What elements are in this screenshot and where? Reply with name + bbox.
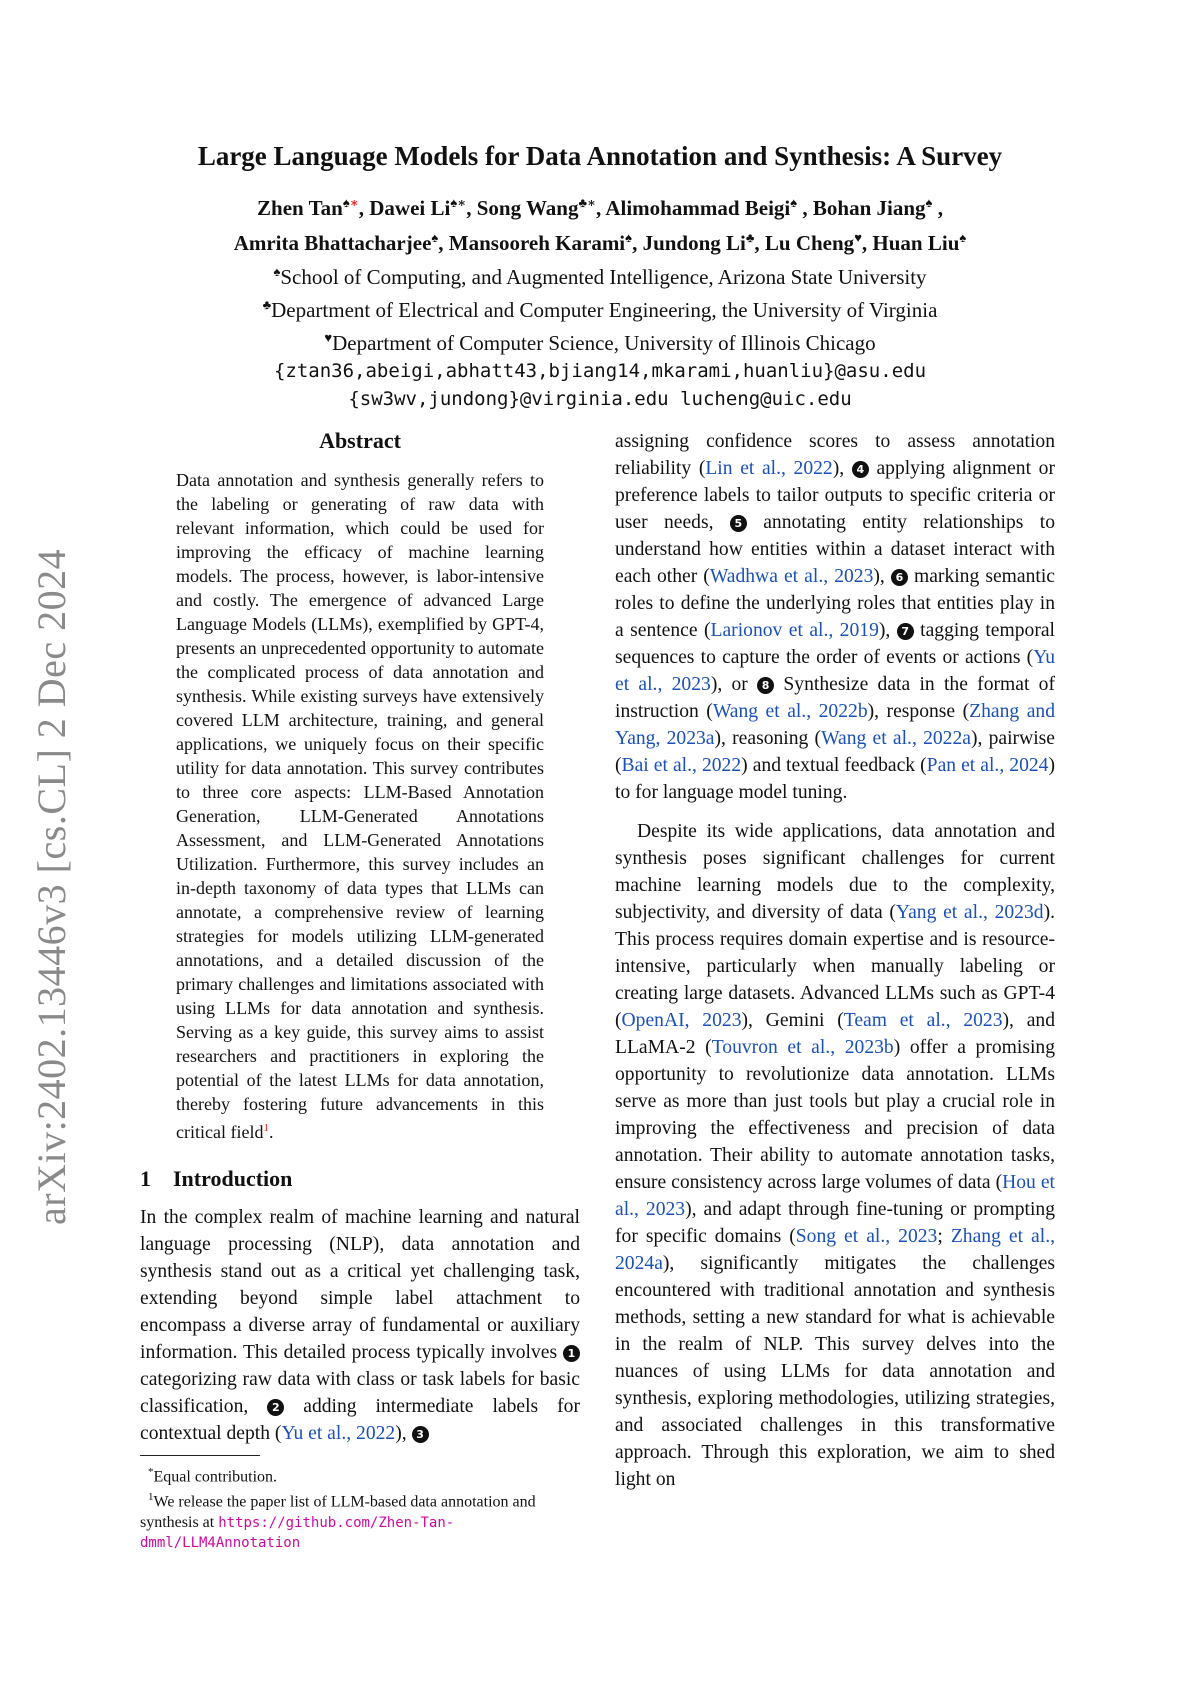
citation-link[interactable]: Yu et al., 2023 [615,647,1055,695]
affiliation-uva: ♣Department of Electrical and Computer Engineering, the University of Virginia [262,297,938,323]
number-badge-icon: 6 [891,569,908,586]
intro-paragraph-1: In the complex realm of machine learning and natural language processing (NLP), data annotation and synthesis stand out as a critical yet challenging task, extending beyond simple label attachment to encompass a diverse array of fundamental or auxiliary information. This detailed process typically involves 1 categorizing raw data with class or task labels for basic classification, 2 adding intermediate labels for contextual depth (Yu et al., 2022), 3 [140,1207,580,1444]
citation-link[interactable]: Yang et al., 2023d [895,902,1044,923]
citation-link[interactable]: Team et al., 2023 [843,1010,1003,1031]
author-name: Song Wang [476,196,579,221]
citation-link[interactable]: Lin et al., 2022 [705,458,833,479]
email-asu: {ztan36,abeigi,abhatt43,bjiang14,mkarami,huanliu}@asu.edu [273,360,927,383]
footnote-ref[interactable]: 1 [263,1122,269,1134]
footnote-equal-contribution: *Equal contribution. [148,1466,278,1486]
abstract-heading: Abstract [319,428,401,453]
citation-link[interactable]: Larionov et al., 2019 [710,620,879,641]
number-badge-icon: 7 [897,623,914,640]
author-name: Zhen Tan [257,196,343,221]
paper-title: Large Language Models for Data Annotation and Synthesis: A Survey [197,141,1003,171]
citation-link[interactable]: Wang et al., 2022b [712,701,868,722]
right-column [615,428,1055,1493]
citation-link[interactable]: Wadhwa et al., 2023 [709,566,874,587]
author-name: Alimohammad Beigi [605,196,791,221]
section-heading-introduction: 1 Introduction [140,1166,293,1191]
author-name: Mansooreh Karami [448,231,626,256]
email-line-2 [100,385,1100,413]
intro-paragraph-1-continued: assigning confidence scores to assess annotation reliability (Lin et al., 2022), 4 applying alignment or preference labels to tailor outputs to specific criteria or user needs, 5 annotating entity relationships to understand how entities within a dataset interact with each other (Wadhwa et al., 2023), 6 marking semantic roles to define the underlying roles that entities play in a sentence (Larionov et al., 2019), 7 tagging temporal sequences to capture the order of events or actions (Yu et al., 2023), or 8 Synthesize data in the format of instruction (Wang et al., 2022b), response (Zhang and Yang, 2023a), reasoning (Wang et al., 2022a), pairwise (Bai et al., 2022) and textual feedback (Pan et al., 2024) to for language model tuning. [615,431,1056,803]
citation-link[interactable]: Hou et al., 2023 [615,1172,1055,1220]
author-name: Dawei Li [369,196,451,221]
github-link[interactable]: https://github.com/Zhen-Tan-dmml/LLM4Annotation [140,1514,455,1551]
author-name: Jundong Li [642,231,746,256]
number-badge-icon: 3 [412,1426,429,1443]
number-badge-icon: 5 [730,515,747,532]
number-badge-icon: 1 [563,1345,580,1362]
author-name: Amrita Bhattacharjee [233,231,432,256]
number-badge-icon: 4 [852,461,869,478]
left-column [140,428,580,1447]
email-uva: {sw3wv,jundong}@virginia.edu [348,388,669,411]
author-name: Huan Liu [872,231,960,256]
citation-link[interactable]: Wang et al., 2022a [821,728,971,749]
footnotes [140,1455,580,1553]
citation-link[interactable]: Yu et al., 2022 [281,1423,396,1444]
intro-paragraph-2: Despite its wide applications, data annotation and synthesis poses significant challenges for current machine learning models due to the complexity, subjectivity, and diversity of data (Yang et al., 2023d). This process requires domain expertise and is resource-intensive, particularly when manually labeling or creating large datasets. Advanced LLMs such as GPT-4 (OpenAI, 2023), Gemini (Team et al., 2023), and LLaMA-2 (Touvron et al., 2023b) offer a promising opportunity to revolutionize data annotation. LLMs serve as more than just tools but play a crucial role in improving the effectiveness and precision of data annotation. Their ability to automate annotation tasks, ensure consistency across large volumes of data (Hou et al., 2023), and adapt through fine-tuning or prompting for specific domains (Song et al., 2023; Zhang et al., 2024a), significantly mitigates the challenges encountered with traditional annotation and synthesis methods, setting a new standard for what is achievable in the realm of NLP. This survey delves into the nuances of using LLMs for data annotation and synthesis, exploring methodologies, utilizing strategies, and associated challenges in this transformative approach. Through this exploration, we aim to shed light on [615,821,1056,1490]
abstract-text: Data annotation and synthesis generally refers to the labeling or generating of raw data with relevant information, which could be used for improving the efficacy of machine learning models. The process, however, is labor-intensive and costly. The emergence of advanced Large Language Models (LLMs), exemplified by GPT-4, presents an unprecedented opportunity to automate the complicated process of data annotation and synthesis. While existing surveys have extensively covered LLM architecture, training, and general applications, we uniquely focus on their specific utility for data annotation. This survey contributes to three core aspects: LLM-Based Annotation Generation, LLM-Generated Annotations Assessment, and LLM-Generated Annotations Utilization. Furthermore, this survey includes an in-depth taxonomy of data types that LLMs can annotate, a comprehensive review of learning strategies for models utilizing LLM-generated annotations, and a detailed discussion of the primary challenges and limitations associated with using LLMs for data annotation and synthesis. Serving as a key guide, this survey aims to assist researchers and practitioners in exploring the potential of the latest LLMs for data annotation, thereby fostering future advancements in this critical field$^1$. [176,470,544,1142]
affiliation-asu: ♠School of Computing, and Augmented Intelligence, Arizona State University [273,264,927,290]
footnote-release: $^1$We release the paper list of LLM-based data annotation and synthesis at https://github.com/Zhen-Tan-dmml/LLM4Annotation [140,1491,536,1551]
author-name: Bohan Jiang [812,196,926,221]
citation-link[interactable]: OpenAI, 2023 [621,1010,742,1031]
author-name: Lu Cheng [764,231,855,256]
citation-link[interactable]: Bai et al., 2022 [621,755,742,776]
number-badge-icon: 2 [267,1399,284,1416]
arxiv-watermark: arXiv:2402.13446v3 [cs.CL] 2 Dec 2024 [29,548,74,1225]
author-line-1: Zhen Tan♠∗, Dawei Li♠∗, Song Wang♣∗, Alimohammad Beigi♠ , Bohan Jiang♠ , [257,195,943,221]
citation-link[interactable]: Song et al., 2023 [795,1226,938,1247]
number-badge-icon: 8 [757,677,774,694]
citation-link[interactable]: Pan et al., 2024 [926,755,1049,776]
paper-header [100,140,1100,413]
citation-link[interactable]: Zhang and Yang, 2023a [615,701,1055,749]
citation-link[interactable]: Touvron et al., 2023b [711,1037,894,1058]
author-line-2: Amrita Bhattacharjee♠, Mansooreh Karami♠, Jundong Li♣, Lu Cheng♥, Huan Liu♠ [233,230,967,256]
affiliation-uic: ♥Department of Computer Science, University of Illinois Chicago [324,330,876,356]
citation-link[interactable]: Zhang et al., 2024a [615,1226,1055,1274]
footnote-divider [140,1455,260,1456]
email-uic: lucheng@uic.edu [680,388,852,411]
